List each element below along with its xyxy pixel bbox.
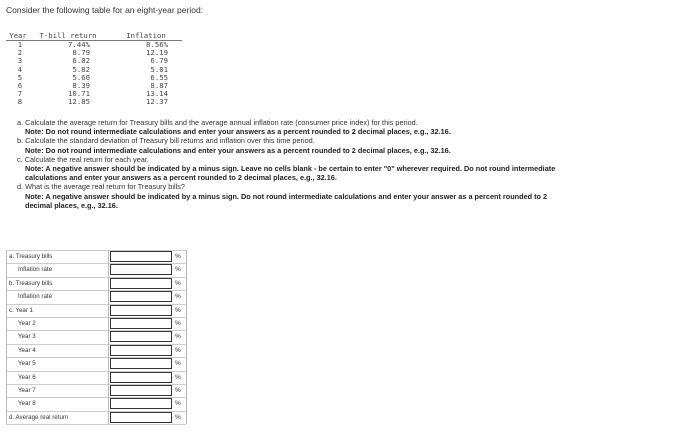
answer-input[interactable] — [110, 264, 172, 275]
year-cell: 5 — [17, 72, 23, 82]
answer-input[interactable] — [110, 385, 172, 396]
inflation-cell: 12.19 — [146, 48, 168, 58]
grid-line — [6, 250, 186, 251]
grid-line — [6, 371, 186, 372]
answer-input[interactable] — [110, 291, 172, 302]
grid-line — [6, 397, 186, 398]
tbill-cell: 12.85 — [68, 97, 90, 107]
percent-unit: % — [175, 373, 181, 381]
tbill-cell: 5.60 — [72, 72, 90, 82]
percent-unit: % — [175, 333, 181, 341]
inflation-cell: 12.37 — [146, 97, 168, 107]
question-a: a. Calculate the average return for Treasury bills and the average annual inflation rate (consumer price index) for this period. — [17, 118, 418, 127]
answer-label: d. Average real return — [9, 413, 69, 421]
answer-input[interactable] — [110, 251, 172, 262]
percent-unit: % — [175, 279, 181, 287]
answer-input[interactable] — [110, 305, 172, 316]
question-c: c. Calculate the real return for each year. — [17, 154, 149, 164]
answer-input[interactable] — [110, 412, 172, 423]
grid-line — [6, 357, 186, 358]
answer-input[interactable] — [110, 318, 172, 329]
answer-label: Inflation rate — [18, 266, 53, 274]
answer-row — [6, 411, 190, 424]
percent-unit: % — [175, 360, 181, 368]
answer-input[interactable] — [110, 278, 172, 289]
grid-line — [6, 424, 186, 425]
grid-line — [6, 263, 186, 264]
inflation-cell: 6.55 — [150, 72, 168, 82]
answer-input[interactable] — [110, 358, 172, 369]
answer-label: b. Treasury bills — [9, 279, 53, 287]
header-tbill: T-bill return — [39, 31, 97, 40]
answer-label: Year 5 — [18, 360, 36, 368]
answer-label: Year 6 — [18, 373, 36, 381]
answer-row — [6, 357, 190, 370]
question-d-note: Note: A negative answer should be indicated by a minus sign. Do not round intermediate calculations and enter your answer as a percent rounded to 2 decimal places, e.g., 32.16. — [25, 191, 548, 210]
percent-unit: % — [175, 413, 181, 421]
question-c-note: Note: A negative answer should be indicated by a minus sign. Leave no cells blank - be certain to enter "0" wherever required. Do not round intermediate calculations and enter your answers as a percent rounded to 2 decimal places, e.g., 32.16. — [25, 164, 556, 183]
grid-line — [6, 250, 7, 424]
table-row — [6, 98, 182, 106]
answer-input[interactable] — [110, 345, 172, 356]
year-cell: 8 — [17, 97, 23, 107]
answer-input[interactable] — [110, 331, 172, 342]
answer-row — [6, 290, 190, 303]
percent-unit: % — [175, 266, 181, 274]
tbill-cell: 8.39 — [72, 80, 90, 90]
grid-line — [6, 304, 186, 305]
question-a-note: Note: Do not round intermediate calculations and enter your answers as a percent rounded to 2 decimal places, e.g., 32.16. — [25, 127, 451, 137]
tbill-cell: 8.79 — [72, 48, 90, 58]
answer-label: a. Treasury bills — [9, 253, 53, 260]
percent-unit: % — [175, 306, 181, 314]
answer-label: Year 3 — [18, 333, 36, 341]
answer-label: Year 7 — [18, 387, 36, 394]
answer-row — [6, 277, 190, 290]
inflation-cell: 5.01 — [150, 64, 168, 74]
answer-row — [6, 344, 190, 357]
grid-line — [6, 277, 186, 278]
question-d: d. What is the average real return for Treasury bills? — [17, 182, 185, 192]
inflation-cell: 8.56% — [146, 40, 168, 49]
answer-input[interactable] — [110, 372, 172, 383]
answer-label: Year 2 — [18, 320, 36, 327]
percent-unit: % — [175, 253, 181, 260]
year-cell: 3 — [17, 56, 23, 66]
data-table — [6, 31, 182, 107]
percent-unit: % — [175, 320, 181, 327]
answer-label: Inflation rate — [18, 293, 53, 301]
table-body — [6, 41, 182, 107]
answer-row — [6, 263, 190, 276]
percent-unit: % — [175, 387, 181, 394]
grid-line — [6, 290, 186, 291]
answer-label: Year 8 — [18, 400, 36, 408]
answer-row — [6, 371, 190, 384]
answer-label: c. Year 1 — [9, 306, 34, 314]
answer-input[interactable] — [110, 398, 172, 409]
year-cell: 2 — [17, 48, 23, 58]
inflation-cell: 13.14 — [146, 89, 168, 99]
grid-line — [6, 384, 186, 385]
header-inflation: Inflation — [126, 31, 166, 40]
grid-line — [186, 250, 187, 424]
question-b-note: Note: Do not round intermediate calculations and enter your answers as a percent rounded to 2 decimal places, e.g., 32.16. — [25, 145, 451, 155]
answer-row — [6, 330, 190, 343]
inflation-cell: 8.87 — [150, 80, 168, 90]
grid-line — [6, 344, 186, 345]
inflation-cell: 6.79 — [150, 56, 168, 66]
question-b: b. Calculate the standard deviation of Treasury bill returns and inflation over this time period. — [17, 136, 315, 146]
year-cell: 4 — [17, 64, 23, 74]
answer-row — [6, 250, 190, 263]
grid-line — [6, 330, 186, 331]
answer-row — [6, 397, 190, 410]
answer-row — [6, 317, 190, 330]
year-cell: 6 — [17, 80, 23, 90]
header-year: Year — [9, 31, 27, 40]
percent-unit: % — [175, 293, 181, 301]
year-cell: 7 — [17, 89, 23, 99]
questions — [17, 118, 557, 210]
tbill-cell: 7.44% — [68, 40, 90, 49]
tbill-cell: 6.02 — [72, 56, 90, 66]
grid-line — [6, 317, 186, 318]
answer-row — [6, 304, 190, 317]
grid-line — [6, 411, 186, 412]
answer-label: Year 4 — [18, 346, 36, 354]
year-cell: 1 — [17, 40, 23, 49]
tbill-cell: 10.71 — [68, 89, 90, 99]
percent-unit: % — [175, 346, 181, 354]
grid-line — [108, 250, 109, 424]
problem-intro: Consider the following table for an eight-year period: — [6, 5, 204, 15]
answer-row — [6, 384, 190, 397]
tbill-cell: 5.82 — [72, 64, 90, 74]
percent-unit: % — [175, 400, 181, 408]
